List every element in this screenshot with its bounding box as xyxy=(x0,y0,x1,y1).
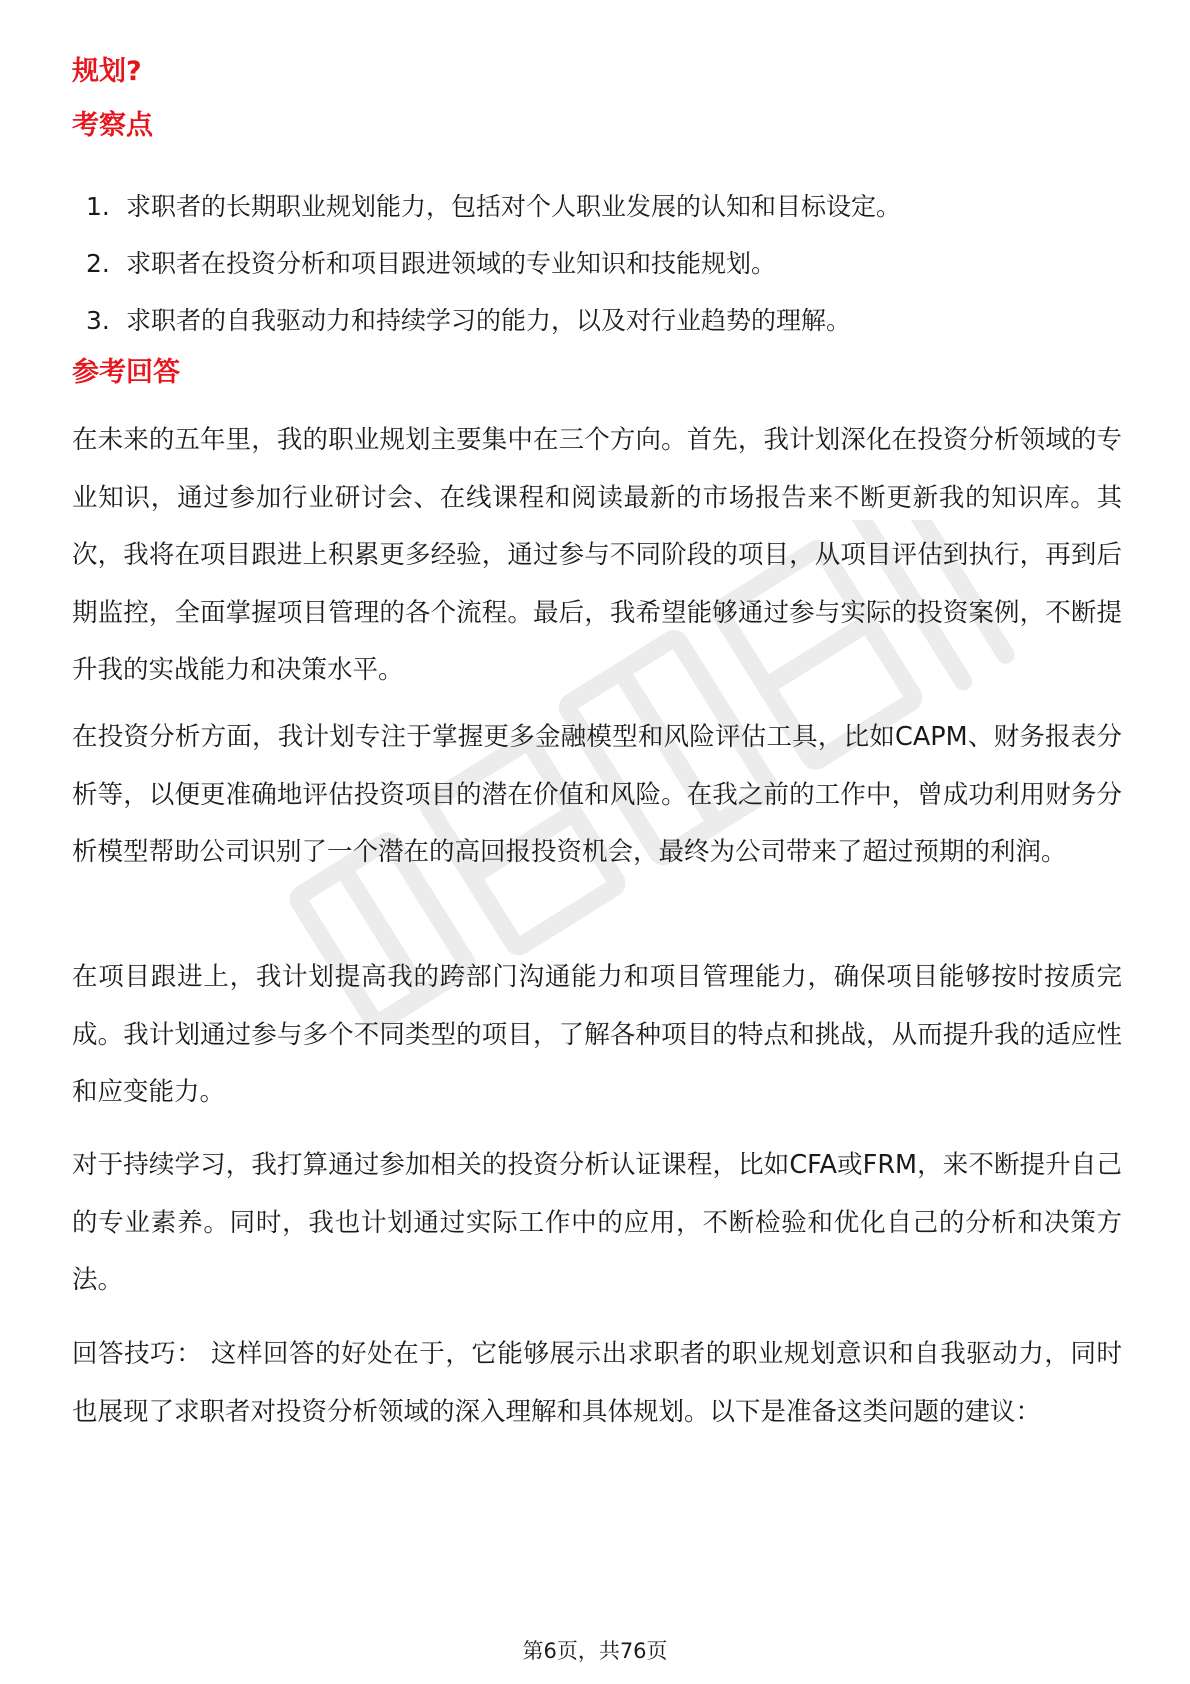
answer-paragraph: 在投资分析方面，我计划专注于掌握更多金融模型和风险评估工具，比如CAPM、财务报表分析等，以便更准确地评估投资项目的潜在价值和风险。在我之前的工作中，曾成功利用财务分析模型帮助公司识别了一个潜在的高回报投资机会，最终为公司带来了超过预期的利润。 xyxy=(72,722,1122,867)
section-title-answer: 参考回答 xyxy=(72,357,180,388)
answer-paragraph: 在未来的五年里，我的职业规划主要集中在三个方向。首先，我计划深化在投资分析领域的专业知识，通过参加行业研讨会、在线课程和阅读最新的市场报告来不断更新我的知识库。其次，我将在项目跟进上积累更多经验，通过参与不同阶段的项目，从项目评估到执行，再到后期监控，全面掌握项目管理的各个流程。最后，我希望能够通过参与实际的投资案例，不断提升我的实战能力和决策水平。 xyxy=(72,425,1122,685)
list-item xyxy=(72,304,901,361)
list-number: 1. xyxy=(86,192,110,221)
list-item-text: 求职者在投资分析和项目跟进领域的专业知识和技能规划。 xyxy=(126,249,777,278)
answer-paragraph: 在项目跟进上，我计划提高我的跨部门沟通能力和项目管理能力，确保项目能够按时按质完成。我计划通过参与多个不同类型的项目，了解各种项目的特点和挑战，从而提升我的适应性和应变能力。 xyxy=(72,962,1122,1107)
page-number: 第6页，共76页 xyxy=(522,1639,668,1663)
answer-paragraph: 对于持续学习，我打算通过参加相关的投资分析认证课程，比如CFA或FRM，来不断提升自己的专业素养。同时，我也计划通过实际工作中的应用，不断检验和优化自己的分析和决策方法。 xyxy=(72,1150,1122,1295)
list-number: 3. xyxy=(86,306,110,335)
section-title-points: 考察点 xyxy=(72,110,153,141)
list-item xyxy=(72,190,901,247)
list-item xyxy=(72,247,901,304)
heading-continued: 规划? xyxy=(72,56,142,87)
list-item-text: 求职者的自我驱动力和持续学习的能力，以及对行业趋势的理解。 xyxy=(126,306,852,335)
list-item-text: 求职者的长期职业规划能力，包括对个人职业发展的认知和目标设定。 xyxy=(126,192,902,221)
points-list xyxy=(72,190,901,361)
tips-paragraph: 回答技巧： 这样回答的好处在于，它能够展示出求职者的职业规划意识和自我驱动力，同时也展现了求职者对投资分析领域的深入理解和具体规划。以下是准备这类问题的建议： xyxy=(72,1339,1122,1427)
list-number: 2. xyxy=(86,249,110,278)
